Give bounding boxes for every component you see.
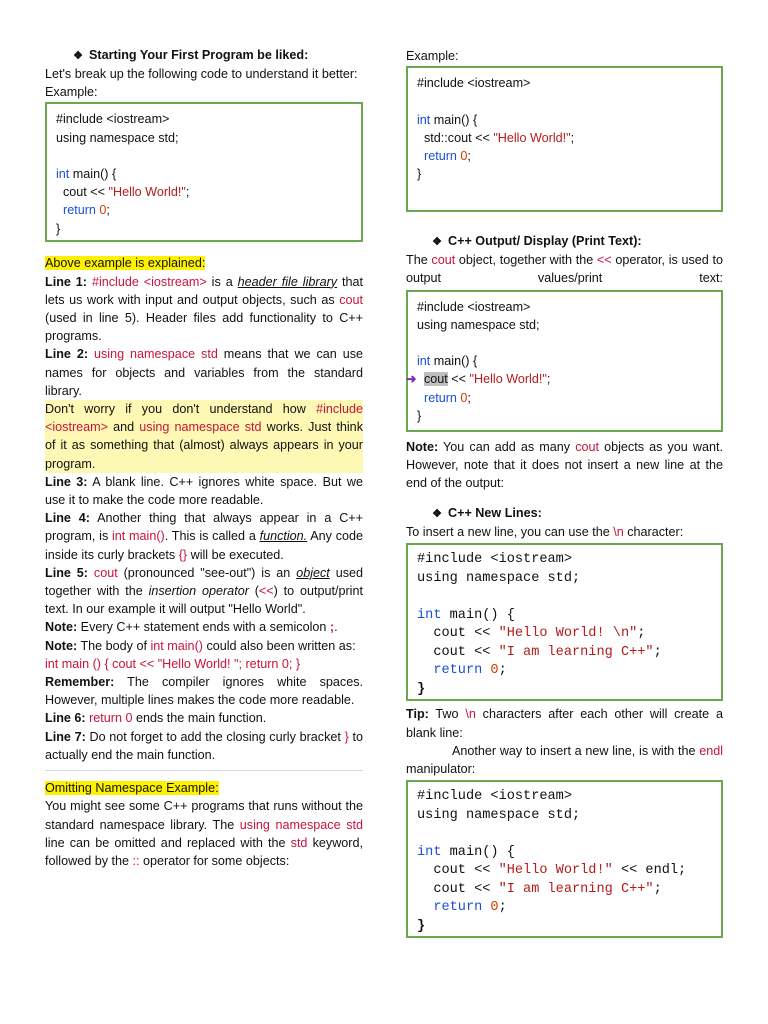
omitting-text: You might see some C++ programs that runs without the standard namespace library. The using namespace std line can be omitted and replaced with the std keyword, followed by the :: operator for some objects: [45, 799, 363, 868]
section-heading-first-program: ❖ Starting Your First Program be liked: [45, 46, 363, 65]
example-label: Example: [45, 85, 98, 100]
line4-explanation: Line 4: Another thing that always appear in a C++ program, is int main(). This is called a function. Any code inside its curly brackets {} will be executed. [45, 511, 364, 562]
code-block-endl: #include <iostream> using namespace std; int main() { cout << "Hello World!" << endl; cout << "I am learning C++"; return 0; } [406, 780, 723, 938]
cout-highlight: cout [424, 372, 448, 387]
newline-intro: To insert a new line, you can use the \n character: [406, 525, 684, 540]
line6-explanation: Line 6: return 0 ends the main function. [45, 711, 267, 726]
code-block-cout-example: #include <iostream> using namespace std; int main() { ➜ cout << "Hello World!"; return 0; } [406, 290, 723, 432]
diamond-bullet-icon: ❖ [432, 236, 442, 249]
code-block-hello-world: #include <iostream> using namespace std; int main() { cout << "Hello World!"; return 0; } [45, 102, 363, 242]
output-intro: The cout object, together with the << operator, is used to output values/print text: [406, 253, 724, 286]
dont-worry-note: Don't worry if you don't understand how #include <iostream> and using namespace std works. Just think of it as something that (almost) always appears in your program. [45, 400, 363, 473]
explained-heading: Above example is explained: [45, 256, 206, 271]
line5-explanation: Line 5: cout (pronounced "see-out") is an object used together with the insertion operator (<<) to output/print text. In our example it will output "Hello World". [45, 565, 364, 617]
omitting-heading: Omitting Namespace Example: [45, 781, 219, 796]
left-column [45, 0, 363, 870]
line3-explanation: Line 3: A blank line. C++ ignores white space. But we use it to make the code more readable. [45, 474, 363, 508]
line2-explanation: Line 2: using namespace std means that we can use names for objects and variables from the standard library. [45, 347, 364, 398]
diamond-bullet-icon: ❖ [432, 508, 442, 521]
endl-intro: Another way to insert a new line, is with the endl manipulator: [406, 743, 723, 777]
note-semicolon: Note: Every C++ statement ends with a semicolon ;. [45, 620, 338, 635]
one-line-main: int main () { cout << "Hello World! "; return 0; } [45, 656, 301, 671]
section-heading-output: ❖ C++ Output/ Display (Print Text): [406, 232, 723, 251]
right-column [406, 0, 723, 938]
diamond-bullet-icon: ❖ [73, 50, 83, 62]
code-block-std-cout: #include <iostream> int main() { std::cout << "Hello World!"; return 0; } [406, 66, 723, 212]
example-label-right: Example: [406, 49, 459, 63]
divider [45, 770, 363, 771]
note-body: Note: The body of int main() could also been written as: [45, 638, 356, 653]
tip-blank-line: Tip: Two \n characters after each other will create a blank line: [406, 707, 723, 740]
pointer-arrow-icon: ➜ [406, 372, 417, 387]
note-many-cout: Note: You can add as many cout objects as you want. However, note that it does not insert a new line at the end of the output: [406, 439, 724, 491]
intro-text: Let's break up the following code to understand it better: [45, 67, 358, 81]
code-block-newline: #include <iostream> using namespace std; int main() { cout << "Hello World! \n"; cout << "I am learning C++"; return 0; } [406, 543, 723, 701]
remember-note: Remember: The compiler ignores white spaces. However, multiple lines makes the code more readable. [45, 675, 363, 708]
line1-explanation: Line 1: #include <iostream> is a header file library that lets us work with input and output objects, such as cout (used in line 5). Header files add functionality to C++ programs. [45, 274, 363, 344]
line7-explanation: Line 7: Do not forget to add the closing curly bracket } to actually end the main function. [45, 729, 363, 762]
section-heading-new-lines: ❖ C++ New Lines: [406, 504, 723, 523]
